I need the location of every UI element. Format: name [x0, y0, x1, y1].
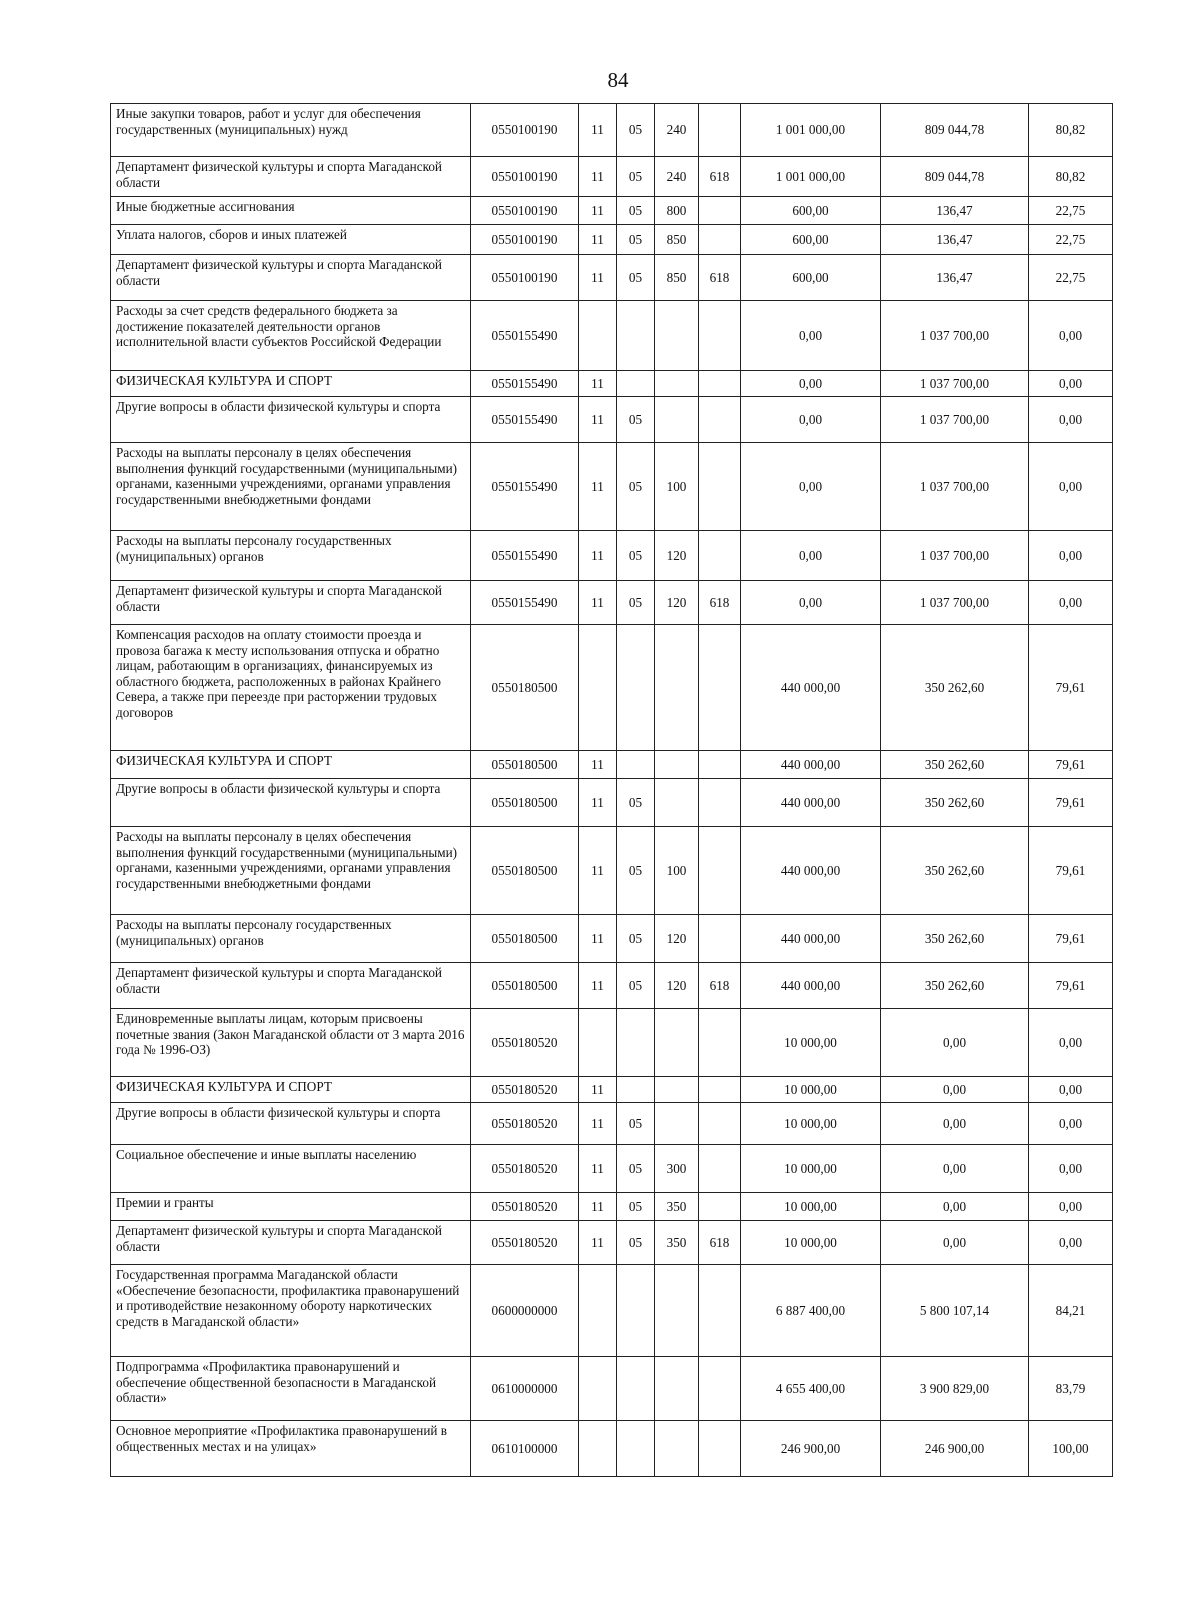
expense-type-cell	[655, 1357, 699, 1421]
subsection-cell	[617, 751, 655, 779]
table-row	[111, 1265, 1113, 1357]
planned-amount-cell: 440 000,00	[741, 779, 881, 827]
expense-type-cell: 120	[655, 581, 699, 625]
subsection-cell: 05	[617, 827, 655, 915]
target-article-cell: 0550180520	[471, 1221, 579, 1265]
percent-cell: 0,00	[1029, 371, 1113, 397]
section-cell	[579, 1009, 617, 1077]
planned-amount-cell: 10 000,00	[741, 1077, 881, 1103]
subsection-cell: 05	[617, 1221, 655, 1265]
row-name-cell: Основное мероприятие «Профилактика правонарушений в общественных местах и на улицах»	[111, 1421, 471, 1477]
actual-amount-cell: 0,00	[881, 1103, 1029, 1145]
section-cell	[579, 1265, 617, 1357]
subsection-cell: 05	[617, 104, 655, 157]
percent-cell: 100,00	[1029, 1421, 1113, 1477]
subsection-cell: 05	[617, 581, 655, 625]
manager-code-cell	[699, 751, 741, 779]
expense-type-cell: 850	[655, 225, 699, 255]
table-row	[111, 301, 1113, 371]
subsection-cell	[617, 1077, 655, 1103]
percent-cell: 0,00	[1029, 1145, 1113, 1193]
section-cell: 11	[579, 963, 617, 1009]
row-name-cell: Расходы за счет средств федерального бюджета за достижение показателей деятельности органов исполнительной власти субъектов Российской Федерации	[111, 301, 471, 371]
target-article-cell: 0550155490	[471, 397, 579, 443]
target-article-cell: 0550155490	[471, 301, 579, 371]
percent-cell: 84,21	[1029, 1265, 1113, 1357]
target-article-cell: 0550155490	[471, 531, 579, 581]
expense-type-cell	[655, 1077, 699, 1103]
subsection-cell: 05	[617, 915, 655, 963]
subsection-cell	[617, 371, 655, 397]
target-article-cell: 0550100190	[471, 255, 579, 301]
target-article-cell: 0550100190	[471, 157, 579, 197]
manager-code-cell	[699, 827, 741, 915]
manager-code-cell	[699, 443, 741, 531]
section-cell: 11	[579, 1193, 617, 1221]
row-name-cell: ФИЗИЧЕСКАЯ КУЛЬТУРА И СПОРТ	[111, 1077, 471, 1103]
planned-amount-cell: 10 000,00	[741, 1145, 881, 1193]
section-cell: 11	[579, 225, 617, 255]
subsection-cell	[617, 625, 655, 751]
percent-cell: 0,00	[1029, 581, 1113, 625]
planned-amount-cell: 440 000,00	[741, 827, 881, 915]
table-row	[111, 1103, 1113, 1145]
planned-amount-cell: 440 000,00	[741, 963, 881, 1009]
expense-type-cell: 100	[655, 443, 699, 531]
expense-type-cell: 120	[655, 963, 699, 1009]
expense-type-cell: 100	[655, 827, 699, 915]
actual-amount-cell: 1 037 700,00	[881, 581, 1029, 625]
percent-cell: 79,61	[1029, 827, 1113, 915]
subsection-cell: 05	[617, 443, 655, 531]
section-cell	[579, 1421, 617, 1477]
percent-cell: 0,00	[1029, 1221, 1113, 1265]
target-article-cell: 0610100000	[471, 1421, 579, 1477]
percent-cell: 0,00	[1029, 397, 1113, 443]
section-cell: 11	[579, 827, 617, 915]
row-name-cell: Иные бюджетные ассигнования	[111, 197, 471, 225]
target-article-cell: 0550180520	[471, 1077, 579, 1103]
section-cell: 11	[579, 1077, 617, 1103]
table-row	[111, 531, 1113, 581]
actual-amount-cell: 350 262,60	[881, 751, 1029, 779]
target-article-cell: 0550100190	[471, 197, 579, 225]
actual-amount-cell: 246 900,00	[881, 1421, 1029, 1477]
subsection-cell: 05	[617, 157, 655, 197]
manager-code-cell: 618	[699, 1221, 741, 1265]
section-cell	[579, 301, 617, 371]
subsection-cell: 05	[617, 255, 655, 301]
planned-amount-cell: 600,00	[741, 255, 881, 301]
percent-cell: 0,00	[1029, 1077, 1113, 1103]
manager-code-cell	[699, 301, 741, 371]
actual-amount-cell: 136,47	[881, 255, 1029, 301]
manager-code-cell	[699, 625, 741, 751]
planned-amount-cell: 10 000,00	[741, 1221, 881, 1265]
table-row	[111, 225, 1113, 255]
expense-type-cell	[655, 1009, 699, 1077]
subsection-cell: 05	[617, 1103, 655, 1145]
subsection-cell: 05	[617, 779, 655, 827]
target-article-cell: 0550180500	[471, 827, 579, 915]
planned-amount-cell: 0,00	[741, 443, 881, 531]
actual-amount-cell: 1 037 700,00	[881, 531, 1029, 581]
row-name-cell: Государственная программа Магаданской области «Обеспечение безопасности, профилактика правонарушений и противодействие незаконному обороту наркотических средств в Магаданской области»	[111, 1265, 471, 1357]
planned-amount-cell: 1 001 000,00	[741, 104, 881, 157]
manager-code-cell: 618	[699, 963, 741, 1009]
target-article-cell: 0550180500	[471, 625, 579, 751]
row-name-cell: Расходы на выплаты персоналу в целях обеспечения выполнения функций государственными (муниципальными) органами, казенными учреждениями, органами управления государственными внебюджетными фондами	[111, 827, 471, 915]
percent-cell: 80,82	[1029, 157, 1113, 197]
expense-type-cell: 800	[655, 197, 699, 225]
expense-type-cell	[655, 1265, 699, 1357]
row-name-cell: Единовременные выплаты лицам, которым присвоены почетные звания (Закон Магаданской области от 3 марта 2016 года № 1996-ОЗ)	[111, 1009, 471, 1077]
budget-table	[110, 103, 1113, 1477]
table-body	[111, 104, 1113, 1477]
row-name-cell: Подпрограмма «Профилактика правонарушений и обеспечение общественной безопасности в Магаданской области»	[111, 1357, 471, 1421]
target-article-cell: 0610000000	[471, 1357, 579, 1421]
row-name-cell: Расходы на выплаты персоналу государственных (муниципальных) органов	[111, 915, 471, 963]
subsection-cell	[617, 1357, 655, 1421]
planned-amount-cell: 0,00	[741, 371, 881, 397]
percent-cell: 0,00	[1029, 1009, 1113, 1077]
manager-code-cell: 618	[699, 157, 741, 197]
planned-amount-cell: 10 000,00	[741, 1009, 881, 1077]
target-article-cell: 0550180520	[471, 1145, 579, 1193]
manager-code-cell	[699, 371, 741, 397]
subsection-cell: 05	[617, 397, 655, 443]
manager-code-cell	[699, 225, 741, 255]
percent-cell: 22,75	[1029, 225, 1113, 255]
actual-amount-cell: 1 037 700,00	[881, 443, 1029, 531]
percent-cell: 0,00	[1029, 1103, 1113, 1145]
section-cell: 11	[579, 1145, 617, 1193]
planned-amount-cell: 440 000,00	[741, 625, 881, 751]
table-row	[111, 827, 1113, 915]
planned-amount-cell: 1 001 000,00	[741, 157, 881, 197]
actual-amount-cell: 0,00	[881, 1193, 1029, 1221]
subsection-cell	[617, 1265, 655, 1357]
planned-amount-cell: 600,00	[741, 225, 881, 255]
target-article-cell: 0550155490	[471, 581, 579, 625]
target-article-cell: 0550100190	[471, 225, 579, 255]
table-row	[111, 779, 1113, 827]
section-cell: 11	[579, 443, 617, 531]
table-row	[111, 915, 1113, 963]
section-cell: 11	[579, 779, 617, 827]
section-cell: 11	[579, 581, 617, 625]
expense-type-cell: 120	[655, 531, 699, 581]
actual-amount-cell: 136,47	[881, 225, 1029, 255]
actual-amount-cell: 809 044,78	[881, 157, 1029, 197]
row-name-cell: Иные закупки товаров, работ и услуг для обеспечения государственных (муниципальных) нужд	[111, 104, 471, 157]
table-row	[111, 581, 1113, 625]
actual-amount-cell: 350 262,60	[881, 827, 1029, 915]
target-article-cell: 0550180500	[471, 779, 579, 827]
subsection-cell	[617, 1009, 655, 1077]
target-article-cell: 0550180520	[471, 1193, 579, 1221]
row-name-cell: Социальное обеспечение и иные выплаты населению	[111, 1145, 471, 1193]
section-cell: 11	[579, 157, 617, 197]
expense-type-cell: 300	[655, 1145, 699, 1193]
section-cell: 11	[579, 751, 617, 779]
planned-amount-cell: 0,00	[741, 581, 881, 625]
actual-amount-cell: 0,00	[881, 1077, 1029, 1103]
actual-amount-cell: 0,00	[881, 1145, 1029, 1193]
manager-code-cell: 618	[699, 255, 741, 301]
actual-amount-cell: 350 262,60	[881, 963, 1029, 1009]
expense-type-cell: 240	[655, 157, 699, 197]
manager-code-cell	[699, 1265, 741, 1357]
section-cell: 11	[579, 397, 617, 443]
table-row	[111, 157, 1113, 197]
table-row	[111, 1421, 1113, 1477]
table-row	[111, 1193, 1113, 1221]
percent-cell: 79,61	[1029, 779, 1113, 827]
section-cell: 11	[579, 371, 617, 397]
manager-code-cell	[699, 1009, 741, 1077]
section-cell: 11	[579, 915, 617, 963]
section-cell: 11	[579, 197, 617, 225]
row-name-cell: Расходы на выплаты персоналу в целях обеспечения выполнения функций государственными (муниципальными) органами, казенными учреждениями, органами управления государственными внебюджетными фондами	[111, 443, 471, 531]
manager-code-cell	[699, 104, 741, 157]
percent-cell: 0,00	[1029, 1193, 1113, 1221]
manager-code-cell	[699, 1193, 741, 1221]
section-cell: 11	[579, 255, 617, 301]
section-cell: 11	[579, 1103, 617, 1145]
manager-code-cell	[699, 915, 741, 963]
percent-cell: 22,75	[1029, 197, 1113, 225]
actual-amount-cell: 350 262,60	[881, 625, 1029, 751]
percent-cell: 79,61	[1029, 915, 1113, 963]
section-cell: 11	[579, 1221, 617, 1265]
section-cell: 11	[579, 531, 617, 581]
table-row	[111, 397, 1113, 443]
percent-cell: 0,00	[1029, 301, 1113, 371]
planned-amount-cell: 440 000,00	[741, 915, 881, 963]
actual-amount-cell: 0,00	[881, 1221, 1029, 1265]
table-row	[111, 963, 1113, 1009]
percent-cell: 83,79	[1029, 1357, 1113, 1421]
percent-cell: 79,61	[1029, 751, 1113, 779]
actual-amount-cell: 1 037 700,00	[881, 371, 1029, 397]
planned-amount-cell: 10 000,00	[741, 1193, 881, 1221]
expense-type-cell	[655, 751, 699, 779]
planned-amount-cell: 0,00	[741, 397, 881, 443]
manager-code-cell	[699, 1103, 741, 1145]
expense-type-cell	[655, 371, 699, 397]
actual-amount-cell: 350 262,60	[881, 779, 1029, 827]
row-name-cell: Расходы на выплаты персоналу государственных (муниципальных) органов	[111, 531, 471, 581]
actual-amount-cell: 136,47	[881, 197, 1029, 225]
row-name-cell: Другие вопросы в области физической культуры и спорта	[111, 1103, 471, 1145]
planned-amount-cell: 0,00	[741, 531, 881, 581]
manager-code-cell	[699, 1145, 741, 1193]
table-row	[111, 1221, 1113, 1265]
expense-type-cell: 350	[655, 1193, 699, 1221]
actual-amount-cell: 350 262,60	[881, 915, 1029, 963]
target-article-cell: 0550155490	[471, 443, 579, 531]
actual-amount-cell: 1 037 700,00	[881, 397, 1029, 443]
manager-code-cell	[699, 1421, 741, 1477]
planned-amount-cell: 10 000,00	[741, 1103, 881, 1145]
manager-code-cell: 618	[699, 581, 741, 625]
actual-amount-cell: 3 900 829,00	[881, 1357, 1029, 1421]
planned-amount-cell: 0,00	[741, 301, 881, 371]
target-article-cell: 0550180500	[471, 751, 579, 779]
subsection-cell: 05	[617, 531, 655, 581]
planned-amount-cell: 440 000,00	[741, 751, 881, 779]
planned-amount-cell: 6 887 400,00	[741, 1265, 881, 1357]
row-name-cell: Департамент физической культуры и спорта Магаданской области	[111, 157, 471, 197]
target-article-cell: 0550180520	[471, 1103, 579, 1145]
percent-cell: 0,00	[1029, 531, 1113, 581]
actual-amount-cell: 1 037 700,00	[881, 301, 1029, 371]
target-article-cell: 0600000000	[471, 1265, 579, 1357]
expense-type-cell	[655, 625, 699, 751]
manager-code-cell	[699, 197, 741, 225]
actual-amount-cell: 809 044,78	[881, 104, 1029, 157]
expense-type-cell	[655, 1103, 699, 1145]
expense-type-cell	[655, 301, 699, 371]
section-cell	[579, 625, 617, 751]
target-article-cell: 0550155490	[471, 371, 579, 397]
table-row	[111, 255, 1113, 301]
row-name-cell: Компенсация расходов на оплату стоимости проезда и провоза багажа к месту использования отпуска и обратно лицам, работающим в организациях, финансируемых из областного бюджета, расположенных в районах Крайнего Севера, а также при переезде при расторжении трудовых договоров	[111, 625, 471, 751]
table-row	[111, 1145, 1113, 1193]
manager-code-cell	[699, 1077, 741, 1103]
row-name-cell: Департамент физической культуры и спорта Магаданской области	[111, 581, 471, 625]
expense-type-cell	[655, 1421, 699, 1477]
percent-cell: 79,61	[1029, 963, 1113, 1009]
manager-code-cell	[699, 779, 741, 827]
expense-type-cell: 240	[655, 104, 699, 157]
expense-type-cell: 350	[655, 1221, 699, 1265]
planned-amount-cell: 4 655 400,00	[741, 1357, 881, 1421]
manager-code-cell	[699, 397, 741, 443]
table-row	[111, 443, 1113, 531]
percent-cell: 79,61	[1029, 625, 1113, 751]
target-article-cell: 0550180500	[471, 915, 579, 963]
percent-cell: 80,82	[1029, 104, 1113, 157]
row-name-cell: ФИЗИЧЕСКАЯ КУЛЬТУРА И СПОРТ	[111, 371, 471, 397]
expense-type-cell: 120	[655, 915, 699, 963]
table-row	[111, 1009, 1113, 1077]
subsection-cell: 05	[617, 225, 655, 255]
row-name-cell: Департамент физической культуры и спорта Магаданской области	[111, 1221, 471, 1265]
target-article-cell: 0550180500	[471, 963, 579, 1009]
subsection-cell: 05	[617, 1145, 655, 1193]
expense-type-cell	[655, 779, 699, 827]
manager-code-cell	[699, 1357, 741, 1421]
row-name-cell: Уплата налогов, сборов и иных платежей	[111, 225, 471, 255]
table-row	[111, 1077, 1113, 1103]
actual-amount-cell: 5 800 107,14	[881, 1265, 1029, 1357]
section-cell: 11	[579, 104, 617, 157]
row-name-cell: ФИЗИЧЕСКАЯ КУЛЬТУРА И СПОРТ	[111, 751, 471, 779]
target-article-cell: 0550100190	[471, 104, 579, 157]
subsection-cell: 05	[617, 197, 655, 225]
subsection-cell	[617, 301, 655, 371]
subsection-cell	[617, 1421, 655, 1477]
percent-cell: 22,75	[1029, 255, 1113, 301]
manager-code-cell	[699, 531, 741, 581]
page-number: 84	[607, 68, 629, 92]
table-row	[111, 1357, 1113, 1421]
actual-amount-cell: 0,00	[881, 1009, 1029, 1077]
table-row	[111, 197, 1113, 225]
table-row	[111, 625, 1113, 751]
table-row	[111, 104, 1113, 157]
subsection-cell: 05	[617, 1193, 655, 1221]
row-name-cell: Другие вопросы в области физической культуры и спорта	[111, 779, 471, 827]
row-name-cell: Департамент физической культуры и спорта Магаданской области	[111, 963, 471, 1009]
planned-amount-cell: 600,00	[741, 197, 881, 225]
row-name-cell: Департамент физической культуры и спорта Магаданской области	[111, 255, 471, 301]
percent-cell: 0,00	[1029, 443, 1113, 531]
row-name-cell: Другие вопросы в области физической культуры и спорта	[111, 397, 471, 443]
row-name-cell: Премии и гранты	[111, 1193, 471, 1221]
expense-type-cell: 850	[655, 255, 699, 301]
table-row	[111, 371, 1113, 397]
table-row	[111, 751, 1113, 779]
planned-amount-cell: 246 900,00	[741, 1421, 881, 1477]
expense-type-cell	[655, 397, 699, 443]
subsection-cell: 05	[617, 963, 655, 1009]
target-article-cell: 0550180520	[471, 1009, 579, 1077]
section-cell	[579, 1357, 617, 1421]
